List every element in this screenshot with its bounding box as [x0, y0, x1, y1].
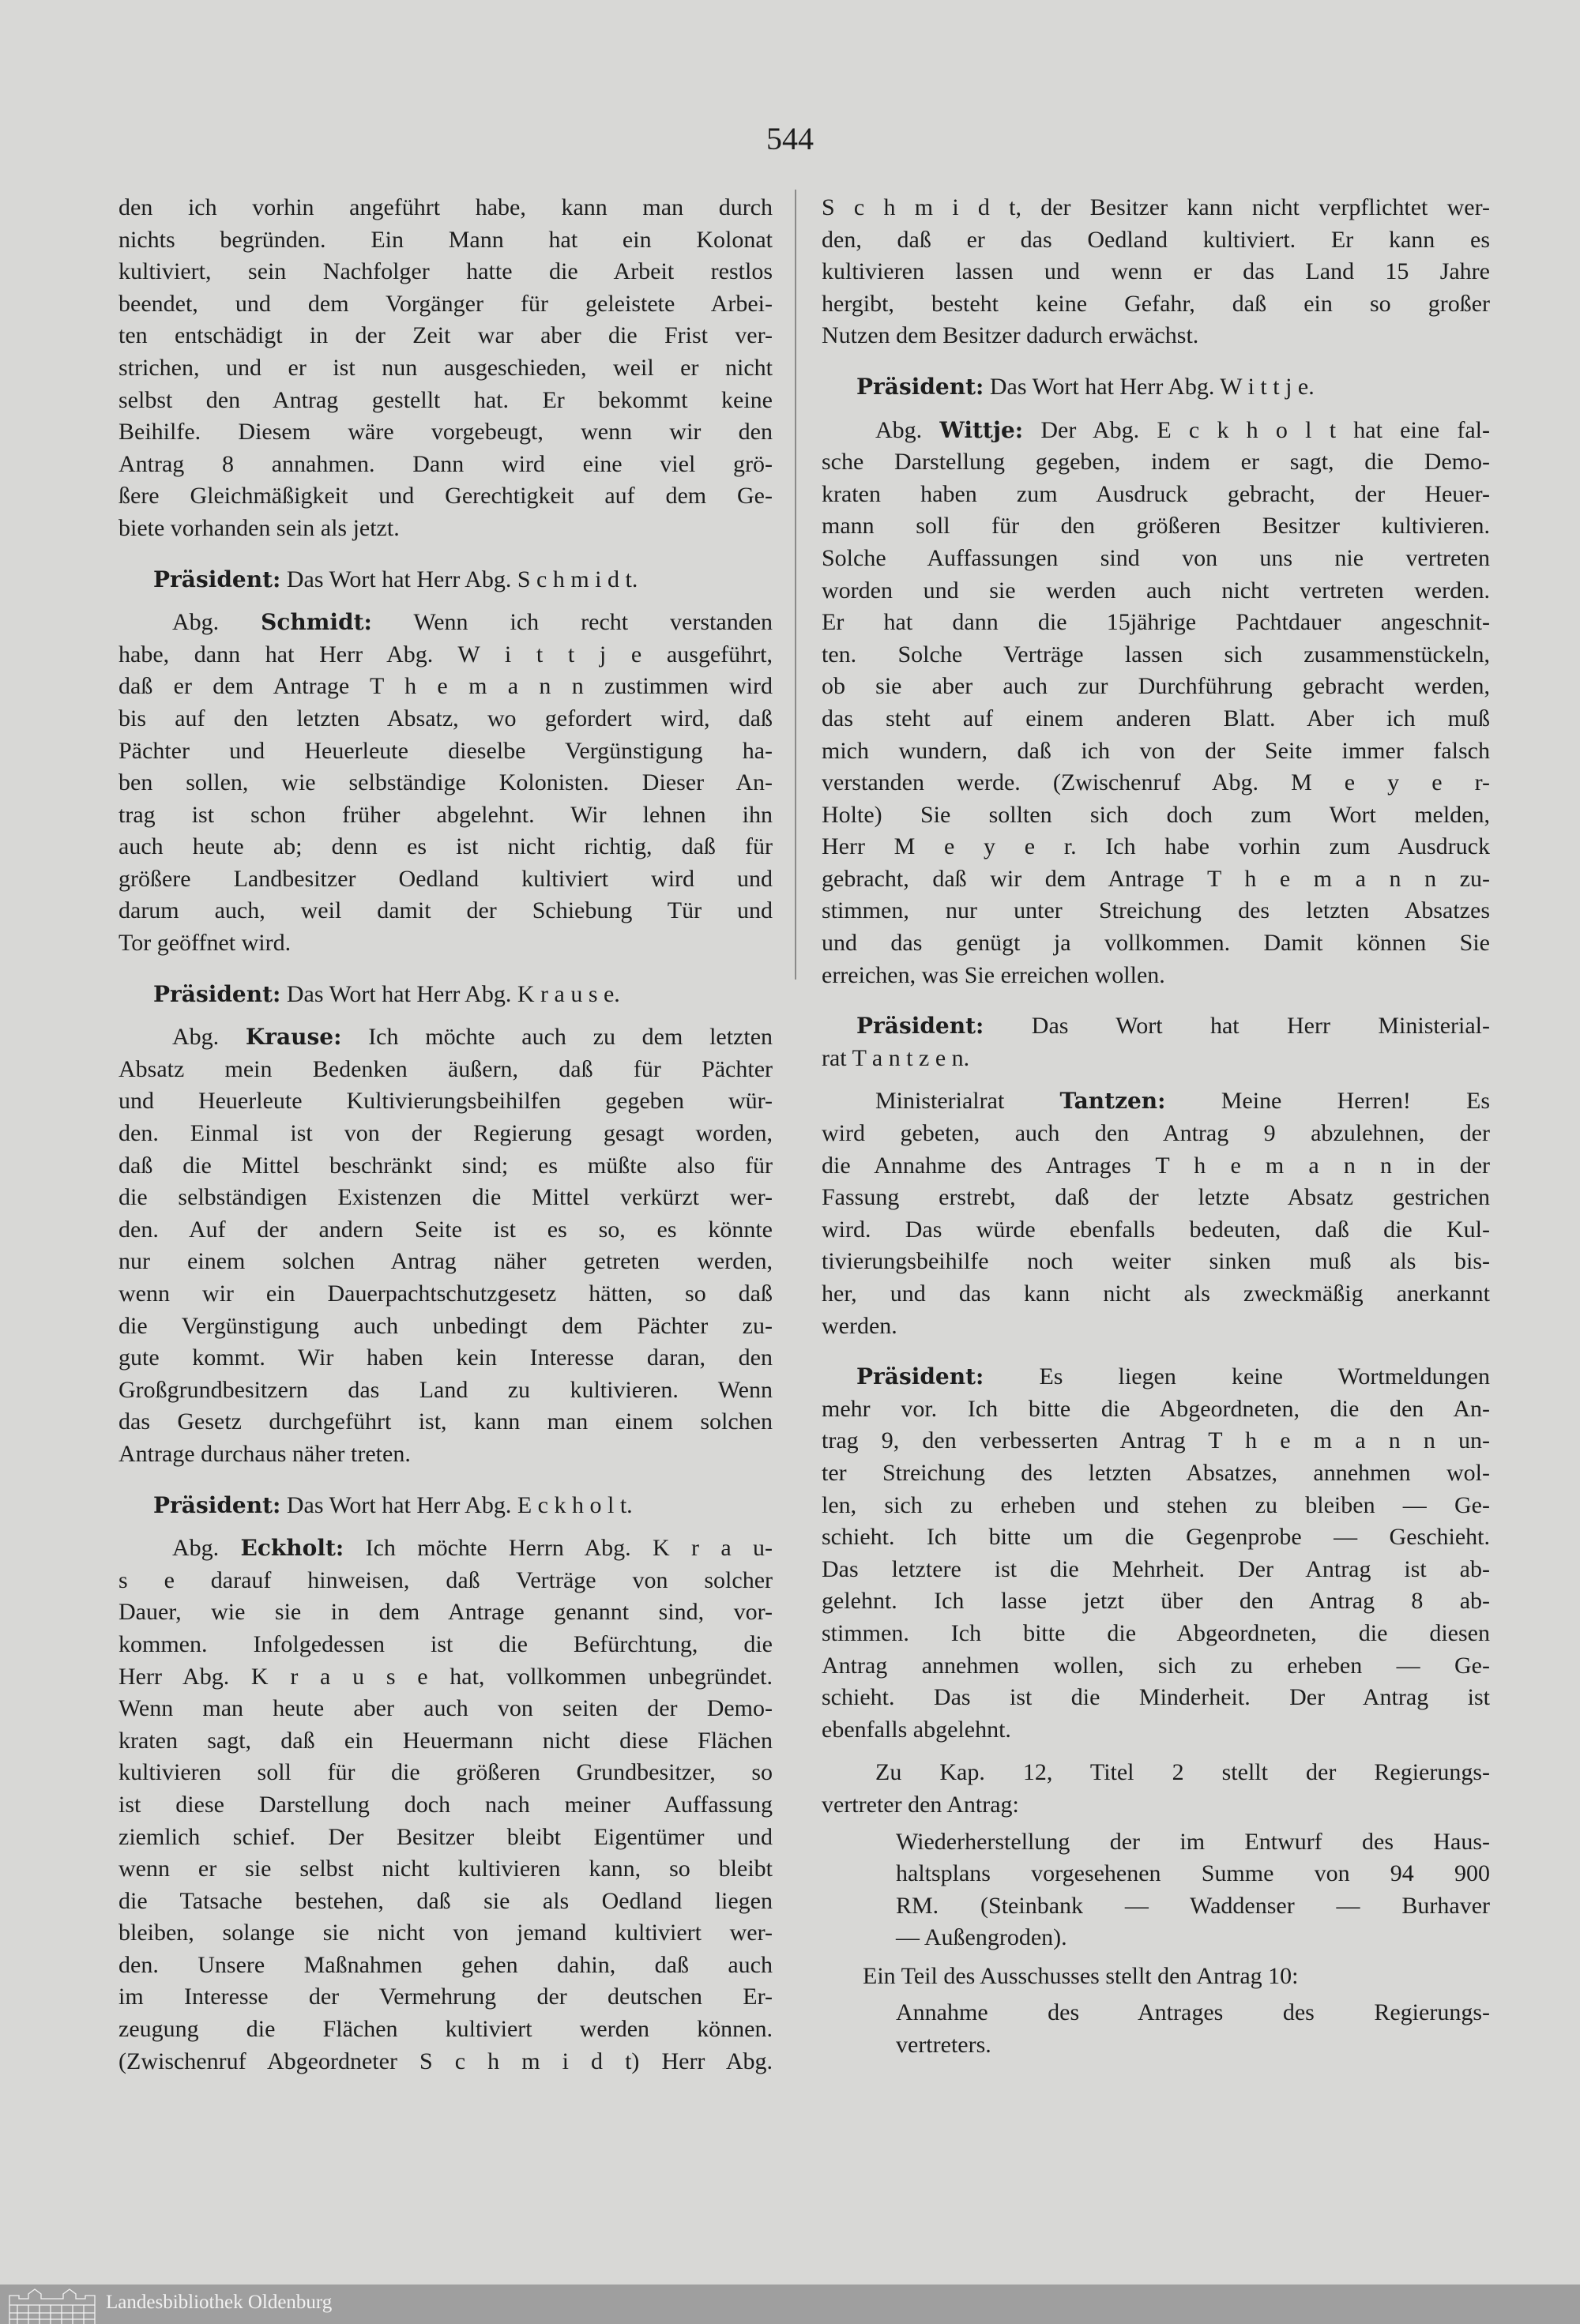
- president-statement: [822, 1010, 1490, 1074]
- speaker-title: Abg.: [172, 1535, 220, 1562]
- text-line: — Außengroden).: [896, 1924, 1067, 1951]
- text-line: sche Darstellung gegeben, indem er sagt, die Demo-: [822, 449, 1490, 476]
- text-line: den. Auf der andern Seite ist es so, es könnte: [118, 1216, 773, 1243]
- text-line: trag 9, den verbesserten Antrag T h e m a n n un-: [822, 1427, 1490, 1454]
- text-line: ten entschädigt in der Zeit war aber die Frist ver-: [118, 322, 773, 349]
- library-building-logo: [6, 2288, 98, 2324]
- text-line: Er hat dann die 15jährige Pachtdauer angeschnit-: [822, 609, 1490, 636]
- line-text: Der Abg. E c k h o l t hat eine fal-: [1040, 416, 1490, 443]
- text-line: Zu Kap. 12, Titel 2 stellt der Regierungs-: [875, 1759, 1490, 1786]
- president-statement: [118, 1490, 773, 1522]
- text-line: nur einem solchen Antrag näher getreten werden,: [118, 1248, 773, 1275]
- text-line: auch heute ab; denn es ist nicht richtig, daß für: [118, 833, 773, 860]
- text-paragraph: [822, 1961, 1490, 1993]
- text-line: und das genügt ja vollkommen. Damit können Sie: [822, 930, 1490, 957]
- text-line: Holte) Sie sollten sich doch zum Wort melden,: [822, 801, 1490, 828]
- text-line: im Interesse der Vermehrung der deutschen Er-: [118, 1984, 773, 2010]
- text-line: selbst den Antrag gestellt hat. Er bekommt keine: [118, 386, 773, 413]
- text-line: vertreters.: [896, 2032, 991, 2059]
- text-line: den. Unsere Maßnahmen gehen dahin, daß auch: [118, 1951, 773, 1978]
- text-line: [118, 979, 773, 1011]
- text-line: wenn er sie selbst nicht kultivieren kann, so bleibt: [118, 1856, 773, 1882]
- text-line: kommen. Infolgedessen ist die Befürchtung, die: [118, 1630, 773, 1657]
- president-statement: [822, 371, 1490, 404]
- text-line: erreichen, was Sie erreichen wollen.: [822, 961, 1165, 988]
- text-line: ziemlich schief. Der Besitzer bleibt Eigentümer und: [118, 1823, 773, 1850]
- text-paragraph: [822, 192, 1490, 352]
- text-line: stimmen, nur unter Streichung des letzten Absatzes: [822, 897, 1490, 924]
- text-line: den. Einmal ist von der Regierung gesagt worden,: [118, 1120, 773, 1147]
- speaker-name: Präsident:: [153, 980, 281, 1007]
- text-paragraph: [822, 415, 1490, 992]
- text-line: das steht auf einem anderen Blatt. Aber ich muß: [822, 705, 1490, 731]
- text-line: Nutzen dem Besitzer dadurch erwächst.: [822, 322, 1199, 349]
- text-line: ter Streichung des letzten Absatzes, annehmen wol-: [822, 1459, 1490, 1486]
- text-line: RM. (Steinbank — Waddenser — Burhaver: [896, 1892, 1490, 1919]
- text-line: größere Landbesitzer Oedland kultiviert wird und: [118, 865, 773, 892]
- line-text: Das Wort hat Herr Abg. S c h m i d t.: [286, 566, 638, 592]
- text-line: ob sie aber auch zur Durchführung gebracht werden,: [822, 673, 1490, 700]
- text-line: gute kommt. Wir haben kein Interesse daran, den: [118, 1344, 773, 1371]
- text-line: stimmen. Ich bitte die Abgeordneten, die diesen: [822, 1619, 1490, 1646]
- text-line: len, sich zu erheben und stehen zu bleiben — Ge-: [822, 1491, 1490, 1518]
- text-line: das Gesetz durchgeführt ist, kann man einem solchen: [118, 1408, 773, 1435]
- text-paragraph: [118, 1021, 773, 1470]
- speaker-name: Präsident:: [856, 1363, 984, 1390]
- text-line: S c h m i d t, der Besitzer kann nicht verpflichtet wer-: [822, 194, 1490, 220]
- text-line: gebracht, daß wir dem Antrage T h e m a n n zu-: [822, 865, 1490, 892]
- text-line: [822, 1085, 1490, 1118]
- text-paragraph: [822, 1826, 1490, 1954]
- text-line: s e darauf hinweisen, daß Verträge von solcher: [118, 1566, 773, 1593]
- speaker-name: Präsident:: [153, 1491, 281, 1518]
- text-line: ßere Gleichmäßigkeit und Gerechtigkeit auf dem Ge-: [118, 483, 773, 510]
- text-line: Antrag annehmen wollen, sich zu erheben — Ge-: [822, 1652, 1490, 1679]
- text-line: bis auf den letzten Absatz, wo gefordert wird, daß: [118, 705, 773, 731]
- speaker-title: Abg.: [172, 1024, 220, 1051]
- speaker-title: Ministerialrat: [875, 1088, 1005, 1115]
- text-line: wird. Das würde ebenfalls bedeuten, daß die Kul-: [822, 1216, 1490, 1243]
- right-column: [822, 192, 1490, 2062]
- text-line: Wenn man heute aber auch von seiten der Demo-: [118, 1695, 773, 1722]
- text-line: (Zwischenruf Abgeordneter S c h m i d t) Herr Abg.: [118, 2048, 773, 2074]
- text-line: daß die Mittel beschränkt sind; es müßte also für: [118, 1152, 773, 1179]
- text-paragraph: [822, 1757, 1490, 1821]
- page-number: 544: [766, 121, 814, 156]
- text-line: [822, 371, 1490, 404]
- text-line: Antrage durchaus näher treten.: [118, 1440, 411, 1467]
- text-line: zeugung die Flächen kultiviert werden können.: [118, 2016, 773, 2043]
- text-line: beendet, und dem Vorgänger für geleistete Arbei-: [118, 290, 773, 317]
- text-line: Annahme des Antrages des Regierungs-: [896, 1999, 1490, 2026]
- text-line: [118, 1532, 773, 1565]
- text-line: [118, 1021, 773, 1054]
- president-statement: [822, 1361, 1490, 1746]
- text-line: Ein Teil des Ausschusses stellt den Antrag 10:: [863, 1962, 1299, 1989]
- speaker-name: Tantzen:: [1059, 1088, 1166, 1115]
- text-line: her, und das kann nicht als zweckmäßig anerkannt: [822, 1280, 1490, 1307]
- text-line: verstanden werde. (Zwischenruf Abg. M e y e r-: [822, 769, 1490, 796]
- text-line: Pächter und Heuerleute dieselbe Vergünstigung ha-: [118, 737, 773, 764]
- text-line: ebenfalls abgelehnt.: [822, 1716, 1011, 1743]
- text-paragraph: [118, 1532, 773, 2078]
- text-line: gelehnt. Ich lasse jetzt über den Antrag 8 ab-: [822, 1588, 1490, 1615]
- speaker-name: Präsident:: [856, 1013, 984, 1040]
- left-column: [118, 192, 773, 2078]
- speaker-title: Abg.: [875, 416, 923, 443]
- text-line: Solche Auffassungen sind von uns nie vertreten: [822, 544, 1490, 571]
- speaker-name: Wittje:: [939, 416, 1024, 443]
- text-line: Absatz mein Bedenken äußern, daß für Pächter: [118, 1055, 773, 1082]
- text-line: Fassung erstrebt, daß der letzte Absatz gestrichen: [822, 1184, 1490, 1211]
- text-line: ben sollen, wie selbständige Kolonisten. Dieser An-: [118, 769, 773, 796]
- text-line: Das letztere ist die Mehrheit. Der Antrag ist ab-: [822, 1555, 1490, 1582]
- speaker-title: Abg.: [172, 609, 220, 636]
- text-line: Herr Abg. K r a u s e hat, vollkommen unbegründet.: [118, 1663, 773, 1690]
- text-line: [118, 607, 773, 639]
- line-text: Das Wort hat Herr Ministerial-: [1031, 1013, 1490, 1040]
- text-line: [822, 415, 1490, 447]
- text-paragraph: [118, 607, 773, 960]
- text-line: die selbständigen Existenzen die Mittel verkürzt wer-: [118, 1184, 773, 1211]
- president-statement: [118, 979, 773, 1011]
- line-text: Das Wort hat Herr Abg. W i t t j e.: [989, 373, 1315, 400]
- line-text: Wenn ich recht verstanden: [413, 609, 773, 636]
- speaker-name: Präsident:: [153, 566, 281, 592]
- text-line: kultivieren soll für die größeren Grundbesitzer, so: [118, 1759, 773, 1786]
- text-line: wenn wir ein Dauerpachtschutzgesetz hätten, so daß: [118, 1280, 773, 1307]
- text-line: mehr vor. Ich bitte die Abgeordneten, die den An-: [822, 1395, 1490, 1422]
- text-line: daß er dem Antrage T h e m a n n zustimmen wird: [118, 673, 773, 700]
- text-line: ten. Solche Verträge lassen sich zusammenstückeln,: [822, 641, 1490, 667]
- text-line: die Annahme des Antrages T h e m a n n in der: [822, 1152, 1490, 1179]
- text-line: mann soll für den größeren Besitzer kultivieren.: [822, 513, 1490, 540]
- text-line: den ich vorhin angeführt habe, kann man durch: [118, 194, 773, 220]
- text-line: schieht. Ich bitte um die Gegenprobe — Geschieht.: [822, 1524, 1490, 1551]
- text-line: habe, dann hat Herr Abg. W i t t j e ausgeführt,: [118, 641, 773, 667]
- text-line: die Vergünstigung auch unbedingt dem Pächter zu-: [118, 1312, 773, 1339]
- text-line: nichts begründen. Ein Mann hat ein Kolonat: [118, 226, 773, 253]
- text-line: Beihilfe. Diesem wäre vorgebeugt, wenn wir den: [118, 419, 773, 446]
- speaker-name: Schmidt:: [261, 609, 372, 636]
- line-text: Das Wort hat Herr Abg. K r a u s e.: [286, 980, 620, 1007]
- text-line: den, daß er das Oedland kultiviert. Er kann es: [822, 226, 1490, 253]
- text-line: Wiederherstellung der im Entwurf des Haus-: [896, 1828, 1490, 1855]
- text-line: trag ist schon früher abgelehnt. Wir lehnen ihn: [118, 801, 773, 828]
- text-line: [118, 1490, 773, 1522]
- text-line: mich wundern, daß ich von der Seite immer falsch: [822, 737, 1490, 764]
- column-divider: [795, 190, 796, 980]
- line-text: Es liegen keine Wortmeldungen: [1039, 1363, 1491, 1390]
- text-paragraph: [118, 192, 773, 545]
- text-line: wird gebeten, auch den Antrag 9 abzulehnen, der: [822, 1120, 1490, 1147]
- text-line: tivierungsbeihilfe noch weiter sinken muß als bis-: [822, 1248, 1490, 1275]
- text-line: Tor geöffnet wird.: [118, 930, 292, 957]
- text-line: [822, 1361, 1490, 1393]
- line-text: Meine Herren! Es: [1221, 1088, 1491, 1115]
- text-line: werden.: [822, 1312, 897, 1339]
- text-line: Großgrundbesitzern das Land zu kultivieren. Wenn: [118, 1376, 773, 1403]
- president-statement: [118, 564, 773, 596]
- text-line: worden und sie werden auch nicht vertreten werden.: [822, 577, 1490, 604]
- text-paragraph: [822, 1085, 1490, 1342]
- speaker-name: Präsident:: [856, 373, 984, 400]
- text-line: die Tatsache bestehen, daß sie als Oedland liegen: [118, 1887, 773, 1914]
- text-line: und Heuerleute Kultivierungsbeihilfen gegeben wür-: [118, 1088, 773, 1115]
- text-line: Antrag 8 annahmen. Dann wird eine viel grö-: [118, 450, 773, 477]
- text-line: [118, 564, 773, 596]
- text-line: bleiben, solange sie nicht von jemand kultiviert wer-: [118, 1920, 773, 1946]
- text-line: kultivieren lassen und wenn er das Land 15 Jahre: [822, 258, 1490, 285]
- speaker-name: Eckholt:: [240, 1535, 344, 1562]
- text-paragraph: [822, 1997, 1490, 2061]
- text-line: schieht. Das ist die Minderheit. Der Antrag ist: [822, 1684, 1490, 1711]
- line-text: Ich möchte Herrn Abg. K r a u-: [365, 1535, 773, 1562]
- text-line: rat T a n t z e n.: [822, 1044, 970, 1071]
- library-name: Landesbibliothek Oldenburg: [106, 2292, 333, 2313]
- speaker-name: Krause:: [245, 1024, 342, 1051]
- text-line: darum auch, weil damit der Schiebung Tür und: [118, 897, 773, 924]
- text-line: vertreter den Antrag:: [822, 1791, 1019, 1818]
- footer-bar: [0, 2285, 1580, 2324]
- text-line: Herr M e y e r. Ich habe vorhin zum Ausdruck: [822, 833, 1490, 860]
- text-line: kraten haben zum Ausdruck gebracht, der Heuer-: [822, 480, 1490, 507]
- text-line: ist diese Darstellung doch nach meiner Auffassung: [118, 1791, 773, 1818]
- text-line: haltsplans vorgesehenen Summe von 94 900: [896, 1860, 1490, 1887]
- line-text: Das Wort hat Herr Abg. E c k h o l t.: [286, 1491, 633, 1518]
- text-line: biete vorhanden sein als jetzt.: [118, 514, 400, 541]
- text-line: [822, 1010, 1490, 1043]
- text-line: kultiviert, sein Nachfolger hatte die Arbeit restlos: [118, 258, 773, 285]
- text-line: strichen, und er ist nun ausgeschieden, weil er nicht: [118, 354, 773, 381]
- text-line: Dauer, wie sie in dem Antrage genannt sind, vor-: [118, 1599, 773, 1626]
- text-line: kraten sagt, daß ein Heuermann nicht diese Flächen: [118, 1727, 773, 1754]
- text-line: hergibt, besteht keine Gefahr, daß ein so großer: [822, 290, 1490, 317]
- line-text: Ich möchte auch zu dem letzten: [368, 1024, 773, 1051]
